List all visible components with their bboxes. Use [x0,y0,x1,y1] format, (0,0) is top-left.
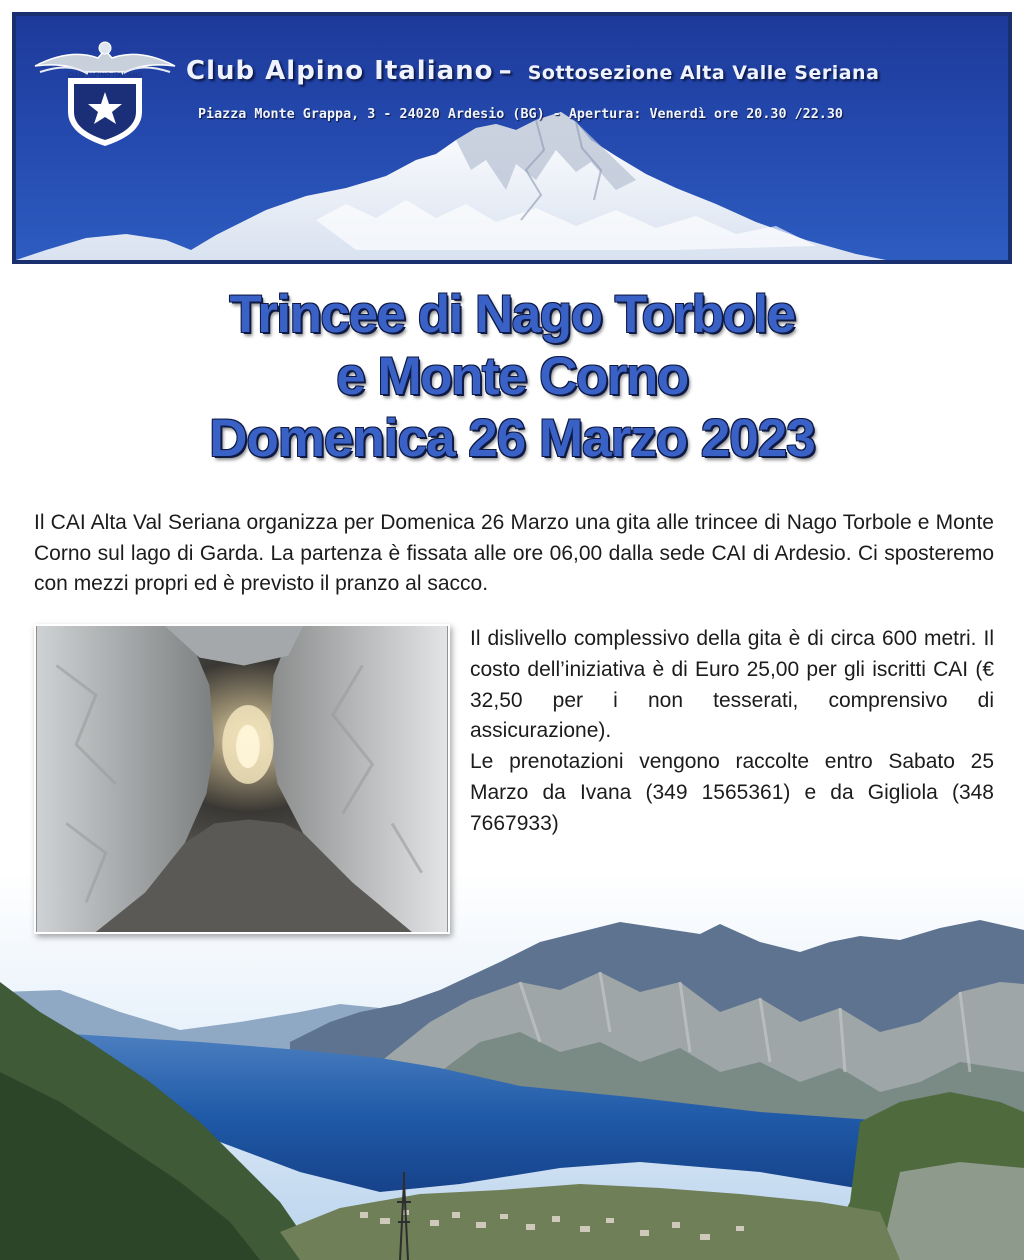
trench-tunnel-photo [34,624,450,934]
club-address: Piazza Monte Grappa, 3 - 24020 Ardesio (BG) - Apertura: Venerdì ore 20.30 /22.30 [198,107,843,122]
club-subsection: Sottosezione Alta Valle Seriana [527,62,880,84]
club-name: Club Alpino Italiano [186,56,494,86]
intro-paragraph: Il CAI Alta Val Seriana organizza per Domenica 26 Marzo una gita alle trincee di Nago Torbole e Monte Corno sul lago di Garda. La partenza è fissata alle ore 06,00 dalla sede CAI di Ardesio. Ci sposteremo con mezzi propri ed è previsto il pranzo al sacco. [34,511,994,595]
heading-separator: – [498,56,513,86]
title-line-1: Trincee di Nago Torbole [229,285,795,344]
header-banner [12,12,1012,264]
emblem-caption: CLUB ALPINO ITALIANO [67,71,143,79]
club-heading [186,56,879,86]
details-text [470,624,994,840]
event-title [0,284,1024,470]
title-line-2: e Monte Corno [336,347,688,406]
cost-paragraph: Il dislivello complessivo della gita è di circa 600 metri. Il costo dell’iniziativa è di Euro 25,00 per gli iscritti CAI (€ 32,50 per i non tesserati, comprensivo di assicurazione). [470,627,994,743]
booking-paragraph: Le prenotazioni vengono raccolte entro Sabato 25 Marzo da Ivana (349 1565361) e da Gigliola (348 7667933) [470,750,994,835]
cai-eagle-emblem-icon [30,26,180,148]
event-date: Domenica 26 Marzo 2023 [209,409,815,468]
